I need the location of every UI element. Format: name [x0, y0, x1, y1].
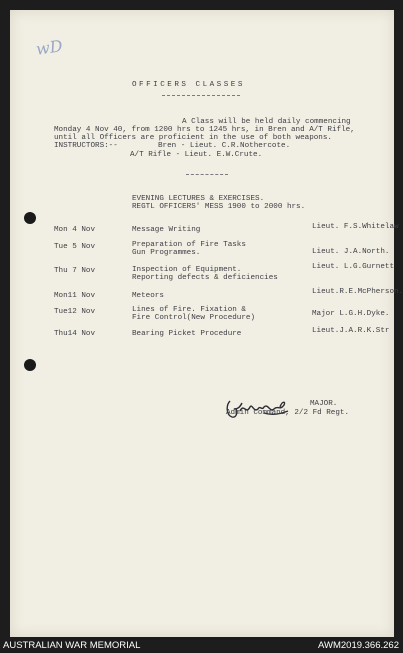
intro-line-1: A Class will be held daily commencing — [182, 118, 351, 126]
footer-accession-number: AWM2019.366.262 — [318, 640, 399, 651]
schedule-lecturer: Lieut. J.A.North. — [312, 248, 390, 256]
schedule-topic: Fire Control(New Procedure) — [132, 314, 256, 322]
punch-hole-top — [24, 212, 36, 224]
title-underline — [162, 95, 240, 96]
schedule-topic: Meteors — [132, 292, 164, 300]
schedule-day: Mon11 Nov — [54, 292, 96, 300]
schedule-lecturer: Lieut.J.A.R.K.Str — [312, 327, 390, 335]
handwritten-mark: wD — [34, 36, 64, 59]
schedule-topic: Inspection of Equipment. — [132, 266, 242, 274]
schedule-lecturer: Lieut. F.S.Whitelaw — [312, 223, 399, 231]
schedule-topic: Gun Programmes. — [132, 249, 201, 257]
footer-institution: AUSTRALIAN WAR MEMORIAL — [3, 640, 141, 651]
signature-line: Admin Command, 2/2 Fd Regt. — [226, 409, 350, 417]
section-divider — [186, 174, 228, 175]
schedule-day: Thu14 Nov — [54, 330, 96, 338]
document-title: OFFICERS CLASSES — [132, 81, 245, 89]
schedule-day: Tue12 Nov — [54, 308, 96, 316]
schedule-day: Thu 7 Nov — [54, 267, 96, 275]
footer-bar — [0, 637, 403, 653]
schedule-lecturer: Major L.G.H.Dyke. — [312, 310, 390, 318]
schedule-topic: Bearing Picket Procedure — [132, 330, 242, 338]
instructor-at-rifle: A/T Rifle - Lieut. E.W.Crute. — [130, 151, 263, 159]
intro-line-2: Monday 4 Nov 40, from 1200 hrs to 1245 hrs, in Bren and A/T Rifle, — [54, 126, 355, 134]
schedule-lecturer: Lieut. L.G.Gurnett — [312, 263, 395, 271]
evening-subtitle: REGTL OFFICERS' MESS 1900 to 2000 hrs. — [132, 203, 306, 211]
schedule-topic: Reporting defects & deficiencies — [132, 274, 278, 282]
handwritten-signature — [224, 395, 304, 421]
schedule-topic: Preparation of Fire Tasks — [132, 241, 246, 249]
signature-rank: MAJOR. — [310, 400, 338, 408]
schedule-topic: Lines of Fire. Fixation & — [132, 306, 246, 314]
instructors-label: INSTRUCTORS:-- — [54, 142, 118, 150]
schedule-lecturer: Lieut.R.E.McPherson. — [312, 288, 403, 296]
intro-line-3: until all Officers are proficient in the use of both weapons. — [54, 134, 332, 142]
schedule-day: Mon 4 Nov — [54, 226, 96, 234]
schedule-day: Tue 5 Nov — [54, 243, 96, 251]
evening-title: EVENING LECTURES & EXERCISES. — [132, 195, 265, 203]
document-page — [10, 10, 403, 637]
schedule-topic: Message Writing — [132, 226, 201, 234]
punch-hole-bottom — [24, 359, 36, 371]
instructor-bren: Bren - Lieut. C.R.Nothercote. — [158, 142, 291, 150]
